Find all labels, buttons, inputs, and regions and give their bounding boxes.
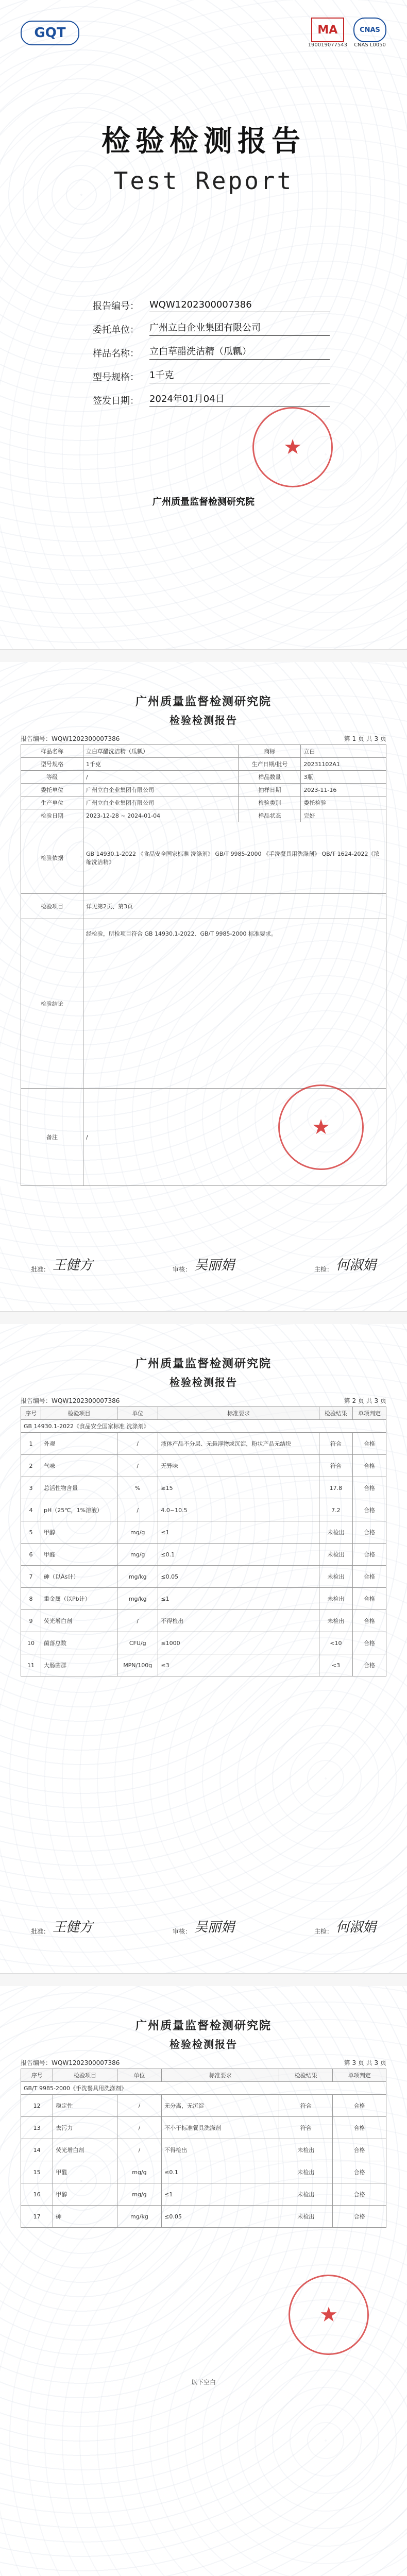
table-row — [21, 2161, 386, 2183]
cell-unit: / — [117, 1433, 158, 1455]
cell-value: 1千克 — [83, 758, 239, 771]
cell-label: 商标 — [239, 745, 301, 758]
cover-fields — [93, 289, 330, 407]
table-header-row — [21, 2069, 386, 2082]
col-header: 序号 — [21, 1407, 41, 1420]
cover-org: 广州质量监督检测研究院 — [152, 497, 255, 507]
sig-name: 吴丽娟 — [194, 1920, 235, 1935]
certification-marks — [308, 18, 386, 48]
cell-requirement: 4.0~10.5 — [158, 1499, 319, 1521]
cell-judgement: 合格 — [333, 2183, 386, 2206]
cell-result: 未检出 — [279, 2161, 333, 2183]
cell-index: 16 — [21, 2183, 53, 2206]
seal-star-icon: ★ — [312, 1115, 330, 1139]
cell-label: 检验结论 — [21, 919, 83, 1089]
cell-judgement: 合格 — [333, 2095, 386, 2117]
cell-label: 检验项目 — [21, 894, 83, 919]
cell-item: 总活性物含量 — [41, 1477, 117, 1499]
cell-item: 甲醛 — [41, 1544, 117, 1566]
cell-index: 2 — [21, 1455, 41, 1477]
cell-index: 11 — [21, 1654, 41, 1676]
cell-label: 检验依据 — [21, 822, 83, 894]
cell-value: 立白 — [301, 745, 386, 758]
signature-tester — [314, 1255, 376, 1274]
cell-index: 3 — [21, 1477, 41, 1499]
sig-role: 批准： — [31, 1928, 50, 1935]
section-row — [21, 2082, 386, 2095]
col-header: 单位 — [117, 2069, 161, 2082]
cover-page — [0, 0, 407, 650]
cnas-code: CNAS L0050 — [354, 42, 386, 48]
cell-index: 5 — [21, 1521, 41, 1544]
sig-name: 何淑娟 — [335, 1920, 376, 1935]
cell-value: 经检验，所检项目符合 GB 14930.1-2022、GB/T 9985-2000 标准要求。 — [83, 919, 386, 1089]
cell-label: 型号规格 — [21, 758, 83, 771]
cell-result: 符合 — [319, 1433, 352, 1455]
cover-title — [0, 118, 407, 195]
table-row — [21, 1433, 386, 1455]
cma-code: 190019077543 — [308, 42, 347, 48]
cell-unit: mg/g — [117, 1544, 158, 1566]
cell-result: 未检出 — [319, 1588, 352, 1610]
cell-item: 荧光增白剂 — [41, 1610, 117, 1632]
cell-value: 2023-11-16 — [301, 784, 386, 796]
cell-judgement: 合格 — [352, 1610, 386, 1632]
cell-label: 备注 — [21, 1089, 83, 1186]
sig-role: 审核： — [172, 1266, 191, 1273]
sig-role: 批准： — [31, 1266, 50, 1273]
org-name: 广州质量监督检测研究院 — [135, 696, 272, 708]
cell-unit: mg/g — [117, 2161, 161, 2183]
report-page-3 — [0, 1986, 407, 2576]
section-label: GB/T 9985-2000《手洗餐具用洗涤剂》 — [21, 2082, 386, 2095]
cell-value: 2023-12-28 ~ 2024-01-04 — [83, 809, 239, 822]
cell-item: 砷 — [53, 2206, 117, 2228]
doc-title: 检验检测报告 — [169, 714, 238, 726]
sig-role: 审核： — [172, 1928, 191, 1935]
signature-approver — [31, 1917, 93, 1936]
org-name: 广州质量监督检测研究院 — [135, 2020, 272, 2032]
cell-index: 1 — [21, 1433, 41, 1455]
cell-judgement: 合格 — [333, 2139, 386, 2161]
table-header-row — [21, 1407, 386, 1420]
col-header: 检验项目 — [53, 2069, 117, 2082]
cell-result: 未检出 — [319, 1544, 352, 1566]
cell-requirement: 不得检出 — [158, 1610, 319, 1632]
report-no-value: WQW1202300007386 — [52, 1397, 120, 1404]
field-spec — [93, 360, 330, 383]
cell-label: 抽样日期 — [239, 784, 301, 796]
gqt-logo-mark: GQT — [21, 21, 79, 45]
col-header: 单项判定 — [333, 2069, 386, 2082]
cell-result: 未检出 — [319, 1566, 352, 1588]
col-header: 标准要求 — [162, 2069, 279, 2082]
cell-value: / — [83, 1089, 386, 1186]
report-no-label: 报告编号： — [21, 735, 52, 742]
org-name: 广州质量监督检测研究院 — [135, 1358, 272, 1370]
table-row — [21, 1499, 386, 1521]
field-label: 型号规格： — [93, 372, 139, 383]
cell-unit: % — [117, 1477, 158, 1499]
table-row — [21, 1521, 386, 1544]
cell-label: 委托单位 — [21, 784, 83, 796]
cma-mark-icon: MA — [311, 18, 344, 42]
cell-index: 7 — [21, 1566, 41, 1588]
cell-judgement: 合格 — [352, 1632, 386, 1654]
cell-result: 未检出 — [279, 2206, 333, 2228]
cell-result: 未检出 — [319, 1521, 352, 1544]
report-no-value: WQW1202300007386 — [52, 735, 120, 742]
col-header: 标准要求 — [158, 1407, 319, 1420]
official-seal — [278, 1084, 364, 1170]
signature-reviewer — [173, 1255, 234, 1274]
table-row — [21, 745, 386, 758]
cell-label: 等级 — [21, 771, 83, 784]
field-label: 签发日期： — [93, 396, 139, 406]
cell-unit: MPN/100g — [117, 1654, 158, 1676]
cell-label: 生产日期/批号 — [239, 758, 301, 771]
page-number: 第 2 页 共 3 页 — [344, 1397, 386, 1404]
cell-judgement: 合格 — [352, 1477, 386, 1499]
table-row — [21, 1588, 386, 1610]
cell-judgement: 合格 — [333, 2161, 386, 2183]
cell-requirement: ≤0.1 — [162, 2161, 279, 2183]
page-number: 第 1 页 共 3 页 — [344, 735, 386, 742]
sig-role: 主检： — [314, 1266, 333, 1273]
sig-name: 王健方 — [53, 1258, 93, 1273]
field-value: 2024年01月04日 — [149, 392, 330, 407]
cell-value: 详见第2页、第3页 — [83, 894, 386, 919]
cell-result: 未检出 — [319, 1610, 352, 1632]
cnas-mark-icon: CNAS — [353, 18, 386, 42]
report-page-2 — [0, 1324, 407, 1974]
table-row — [21, 784, 386, 796]
cell-judgement: 合格 — [352, 1499, 386, 1521]
gqt-logo — [21, 21, 79, 45]
table-row — [21, 1544, 386, 1566]
report-no-value: WQW1202300007386 — [52, 2059, 120, 2066]
table-row — [21, 758, 386, 771]
cell-index: 10 — [21, 1632, 41, 1654]
page-number: 第 3 页 共 3 页 — [344, 2059, 386, 2066]
cell-unit: / — [117, 1610, 158, 1632]
table-row — [21, 796, 386, 809]
col-header: 检验结果 — [319, 1407, 352, 1420]
cell-result: 符合 — [319, 1455, 352, 1477]
field-value: WQW1202300007386 — [149, 299, 330, 312]
col-header: 序号 — [21, 2069, 53, 2082]
report-number — [21, 2058, 120, 2067]
cell-item: 甲醛 — [53, 2161, 117, 2183]
signature-row — [31, 1917, 376, 1936]
cell-requirement: ≤1000 — [158, 1632, 319, 1654]
cell-value: 广州立白企业集团有限公司 — [83, 784, 239, 796]
signature-reviewer — [173, 1917, 234, 1936]
signature-tester — [314, 1917, 376, 1936]
field-label: 样品名称： — [93, 348, 139, 359]
table-row — [21, 919, 386, 1089]
cma-mark — [308, 18, 347, 48]
report-no-label: 报告编号： — [21, 2059, 52, 2066]
cell-index: 15 — [21, 2161, 53, 2183]
report-page-1 — [0, 662, 407, 1312]
cell-requirement: 无异味 — [158, 1455, 319, 1477]
page-header — [0, 2017, 407, 2051]
cell-judgement: 合格 — [352, 1588, 386, 1610]
cell-item: 外观 — [41, 1433, 117, 1455]
table-row — [21, 771, 386, 784]
cell-requirement: 不得检出 — [162, 2139, 279, 2161]
cell-value: / — [83, 771, 239, 784]
cell-unit: / — [117, 1499, 158, 1521]
cell-item: 重金属（以Pb计） — [41, 1588, 117, 1610]
cell-requirement: 液体产品不分层、无悬浮物或沉淀，粉状产品无结块 — [158, 1433, 319, 1455]
sig-name: 王健方 — [53, 1920, 93, 1935]
cell-index: 17 — [21, 2206, 53, 2228]
cell-requirement: ≤3 — [158, 1654, 319, 1676]
cell-item: 气味 — [41, 1455, 117, 1477]
table-row — [21, 1632, 386, 1654]
field-value: 立白草醋洗洁精（瓜瓤） — [149, 344, 330, 360]
cell-result: 符合 — [279, 2117, 333, 2139]
cell-judgement: 合格 — [352, 1566, 386, 1588]
table-row — [21, 1477, 386, 1499]
table-row — [21, 2206, 386, 2228]
cell-item: 大肠菌群 — [41, 1654, 117, 1676]
report-number — [21, 1396, 120, 1405]
field-label: 报告编号： — [93, 301, 139, 312]
sig-name: 何淑娟 — [335, 1258, 376, 1273]
field-value: 广州立白企业集团有限公司 — [149, 320, 330, 336]
cell-unit: CFU/g — [117, 1632, 158, 1654]
cnas-mark — [353, 18, 386, 48]
table-row — [21, 1455, 386, 1477]
doc-title: 检验检测报告 — [169, 1376, 238, 1388]
cell-item: 甲醇 — [53, 2183, 117, 2206]
cell-value: 广州立白企业集团有限公司 — [83, 796, 239, 809]
table-row — [21, 2183, 386, 2206]
cell-requirement: ≤0.05 — [162, 2206, 279, 2228]
doc-title: 检验检测报告 — [169, 2038, 238, 2050]
title-zh: 检验检测报告 — [101, 124, 306, 158]
cell-item: pH（25℃，1%溶液） — [41, 1499, 117, 1521]
cell-judgement: 合格 — [352, 1654, 386, 1676]
signature-approver — [31, 1255, 93, 1274]
cell-unit: / — [117, 1455, 158, 1477]
cell-label: 生产单位 — [21, 796, 83, 809]
cell-judgement: 合格 — [352, 1521, 386, 1544]
cell-index: 14 — [21, 2139, 53, 2161]
sig-role: 主检： — [314, 1928, 333, 1935]
report-number — [21, 734, 120, 743]
cell-label: 样品名称 — [21, 745, 83, 758]
table-row — [21, 894, 386, 919]
cell-index: 8 — [21, 1588, 41, 1610]
seal-star-icon: ★ — [319, 2303, 338, 2327]
cell-value: 完好 — [301, 809, 386, 822]
section-row — [21, 1420, 386, 1433]
cell-value: 立白草醋洗洁精（瓜瓤） — [83, 745, 239, 758]
results-table-1 — [21, 1406, 386, 1676]
cell-unit: mg/kg — [117, 1566, 158, 1588]
cell-item: 去污力 — [53, 2117, 117, 2139]
table-row — [21, 1610, 386, 1632]
cell-requirement: ≤0.05 — [158, 1566, 319, 1588]
cell-requirement: ≤1 — [158, 1588, 319, 1610]
table-row — [21, 1654, 386, 1676]
cell-unit: mg/kg — [117, 1588, 158, 1610]
cell-index: 4 — [21, 1499, 41, 1521]
cell-unit: / — [117, 2139, 161, 2161]
cell-value: GB 14930.1-2022 《食品安全国家标准 洗涤剂》 GB/T 9985-2000 《手洗餐具用洗涤剂》 QB/T 1624-2022《浓缩洗洁精》 — [83, 822, 386, 894]
results-table-2 — [21, 2069, 386, 2228]
cell-unit: / — [117, 2095, 161, 2117]
cell-label: 检验日期 — [21, 809, 83, 822]
field-report-no — [93, 289, 330, 312]
cell-result: <10 — [319, 1632, 352, 1654]
cell-index: 6 — [21, 1544, 41, 1566]
cell-judgement: 合格 — [352, 1433, 386, 1455]
col-header: 单位 — [117, 1407, 158, 1420]
cell-result: 未检出 — [279, 2183, 333, 2206]
cell-value: 委托检验 — [301, 796, 386, 809]
seal-star-icon: ★ — [283, 435, 302, 459]
section-label: GB 14930.1-2022《食品安全国家标准 洗涤剂》 — [21, 1420, 386, 1433]
cell-result: 7.2 — [319, 1499, 352, 1521]
cell-unit: mg/kg — [117, 2206, 161, 2228]
official-seal — [252, 407, 333, 487]
cell-requirement: 无分离，无沉淀 — [162, 2095, 279, 2117]
cover-header — [21, 15, 386, 62]
cell-item: 菌落总数 — [41, 1632, 117, 1654]
field-sample — [93, 336, 330, 360]
cell-judgement: 合格 — [352, 1544, 386, 1566]
field-issue-date — [93, 383, 330, 407]
table-row — [21, 2095, 386, 2117]
col-header: 检验项目 — [41, 1407, 117, 1420]
cell-judgement: 合格 — [333, 2206, 386, 2228]
cell-unit: mg/g — [117, 1521, 158, 1544]
cell-result: 17.8 — [319, 1477, 352, 1499]
col-header: 检验结果 — [279, 2069, 333, 2082]
cell-label: 样品状态 — [239, 809, 301, 822]
cell-result: 符合 — [279, 2095, 333, 2117]
cell-value: 3瓶 — [301, 771, 386, 784]
cell-item: 荧光增白剂 — [53, 2139, 117, 2161]
cell-item: 砷（以As计） — [41, 1566, 117, 1588]
report-no-label: 报告编号： — [21, 1397, 52, 1404]
cell-requirement: ≥15 — [158, 1477, 319, 1499]
cell-requirement: 不小于标准餐具洗涤剂 — [162, 2117, 279, 2139]
table-row — [21, 2139, 386, 2161]
blank-note: 以下空白 — [191, 2379, 216, 2386]
field-value: 1千克 — [149, 368, 330, 383]
cell-label: 样品数量 — [239, 771, 301, 784]
col-header: 单项判定 — [352, 1407, 386, 1420]
cell-judgement: 合格 — [333, 2117, 386, 2139]
sig-name: 吴丽娟 — [194, 1258, 235, 1273]
signature-row — [31, 1255, 376, 1274]
official-seal — [289, 2275, 369, 2355]
cell-value: 20231102A1 — [301, 758, 386, 771]
cell-result: <3 — [319, 1654, 352, 1676]
field-client — [93, 312, 330, 336]
cell-judgement: 合格 — [352, 1455, 386, 1477]
cell-item: 稳定性 — [53, 2095, 117, 2117]
title-en: Test Report — [113, 167, 294, 195]
table-row — [21, 2117, 386, 2139]
cell-index: 12 — [21, 2095, 53, 2117]
cell-unit: mg/g — [117, 2183, 161, 2206]
cell-label: 检验类别 — [239, 796, 301, 809]
field-label: 委托单位： — [93, 325, 139, 335]
cell-index: 13 — [21, 2117, 53, 2139]
cell-requirement: ≤1 — [162, 2183, 279, 2206]
cell-result: 未检出 — [279, 2139, 333, 2161]
cell-item: 甲醇 — [41, 1521, 117, 1544]
page-header — [0, 1355, 407, 1389]
table-row — [21, 1566, 386, 1588]
cell-unit: / — [117, 2117, 161, 2139]
cell-index: 9 — [21, 1610, 41, 1632]
cell-requirement: ≤1 — [158, 1521, 319, 1544]
page-header — [0, 693, 407, 727]
table-row — [21, 809, 386, 822]
table-row — [21, 822, 386, 894]
cell-requirement: ≤0.1 — [158, 1544, 319, 1566]
